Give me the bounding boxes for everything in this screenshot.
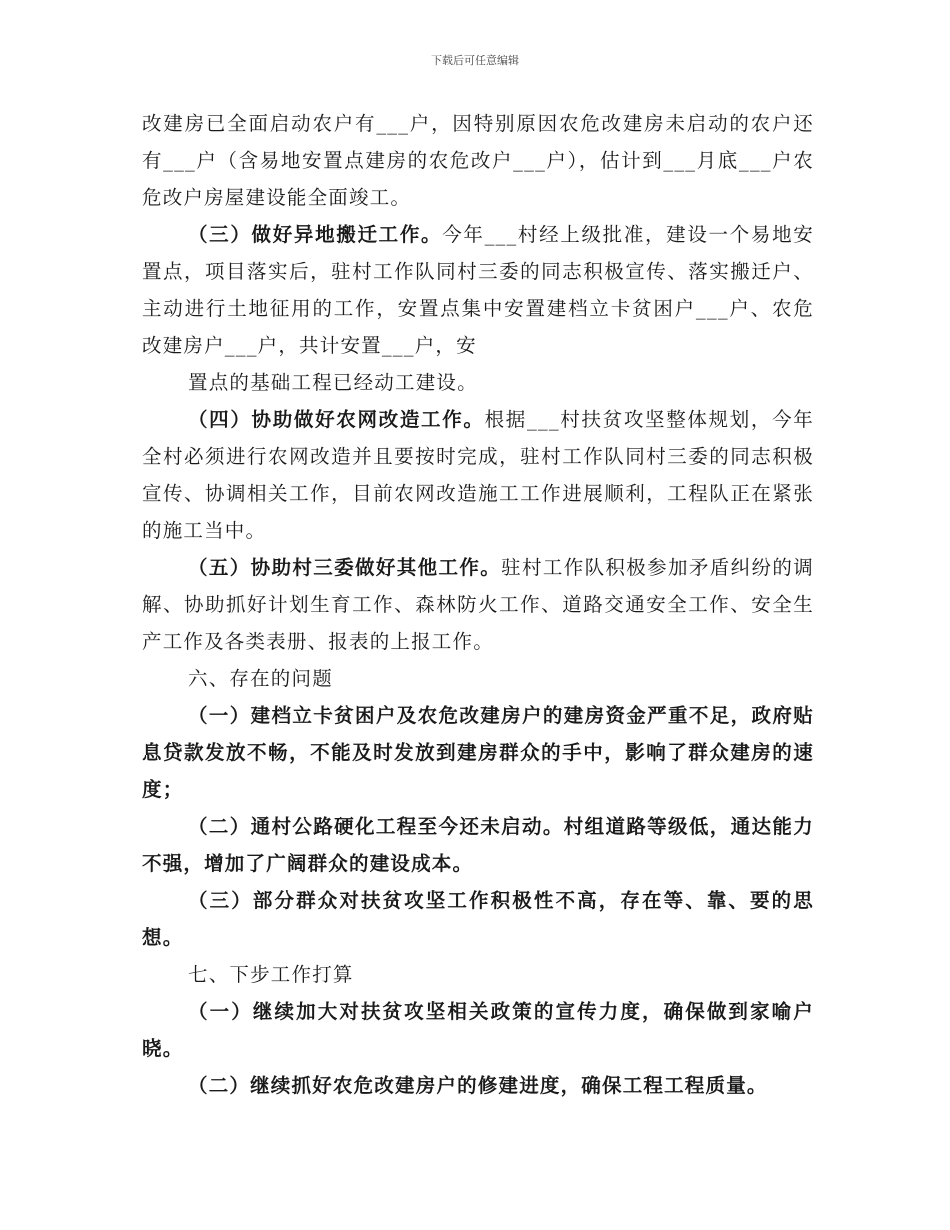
section-heading-grid: （四）协助做好农网改造工作。 [188,408,485,431]
paragraph-grid-upgrade [142,401,814,549]
paragraph-text: 置点的基础工程已经动工建设。 [188,371,478,394]
paragraph-text: 今年___村经上级批准，建设一个易地安置点，项目落实后，驻村工作队同村三委的同志积极宣传、落实搬迁户、主动进行土地征用的工作，安置点集中安置建档立卡贫困户___户、农危改建房户___户，共计安置___户，安 [142,223,814,357]
section-heading-other: （五）协助村三委做好其他工作。 [188,556,502,579]
section-heading-relocation: （三）做好异地搬迁工作。 [188,223,443,246]
plan-item-2: （二）继续抓好农危改建房户的修建进度，确保工程工程质量。 [188,1074,768,1097]
section-title-problems: 六、存在的问题 [188,667,333,690]
paragraph-relocation-tail [142,364,814,401]
paragraph-text: 根据___村扶贫攻坚整体规划，今年全村必须进行农网改造并且要按时完成，驻村工作队同村三委的同志积极宣传、协调相关工作，目前农网改造施工工作进展顺利，工程队正在紧张的施工当中。 [142,408,814,542]
problem-item-3: （三）部分群众对扶贫攻坚工作积极性不高，存在等、靠、要的思想。 [142,889,814,949]
paragraph-other-work [142,549,814,660]
paragraph-text: 驻村工作队积极参加矛盾纠纷的调解、协助抓好计划生育工作、森林防火工作、道路交通安全工作、安全生产工作及各类表册、报表的上报工作。 [142,556,814,653]
paragraph-text: 改建房已全面启动农户有___户，因特别原因农危改建房未启动的农户还有___户（含易地安置点建房的农危改户___户），估计到___月底___户农危改户房屋建设能全面竣工。 [142,112,814,209]
paragraph-continuation [142,105,814,216]
document-body [142,105,814,1104]
problem-item-1: （一）建档立卡贫困户及农危改建房户的建房资金严重不足，政府贴息贷款发放不畅，不能及时发放到建房群众的手中，影响了群众建房的速度； [142,704,814,801]
section-title-next-steps: 七、下步工作打算 [188,963,354,986]
problem-item-2: （二）通村公路硬化工程至今还未启动。村组道路等级低，通达能力不强，增加了广阔群众的建设成本。 [142,815,814,875]
plan-item-1: （一）继续加大对扶贫攻坚相关政策的宣传力度，确保做到家喻户晓。 [142,1000,814,1060]
paragraph-relocation [142,216,814,364]
page-header: 下载后可任意编辑 [431,54,519,67]
